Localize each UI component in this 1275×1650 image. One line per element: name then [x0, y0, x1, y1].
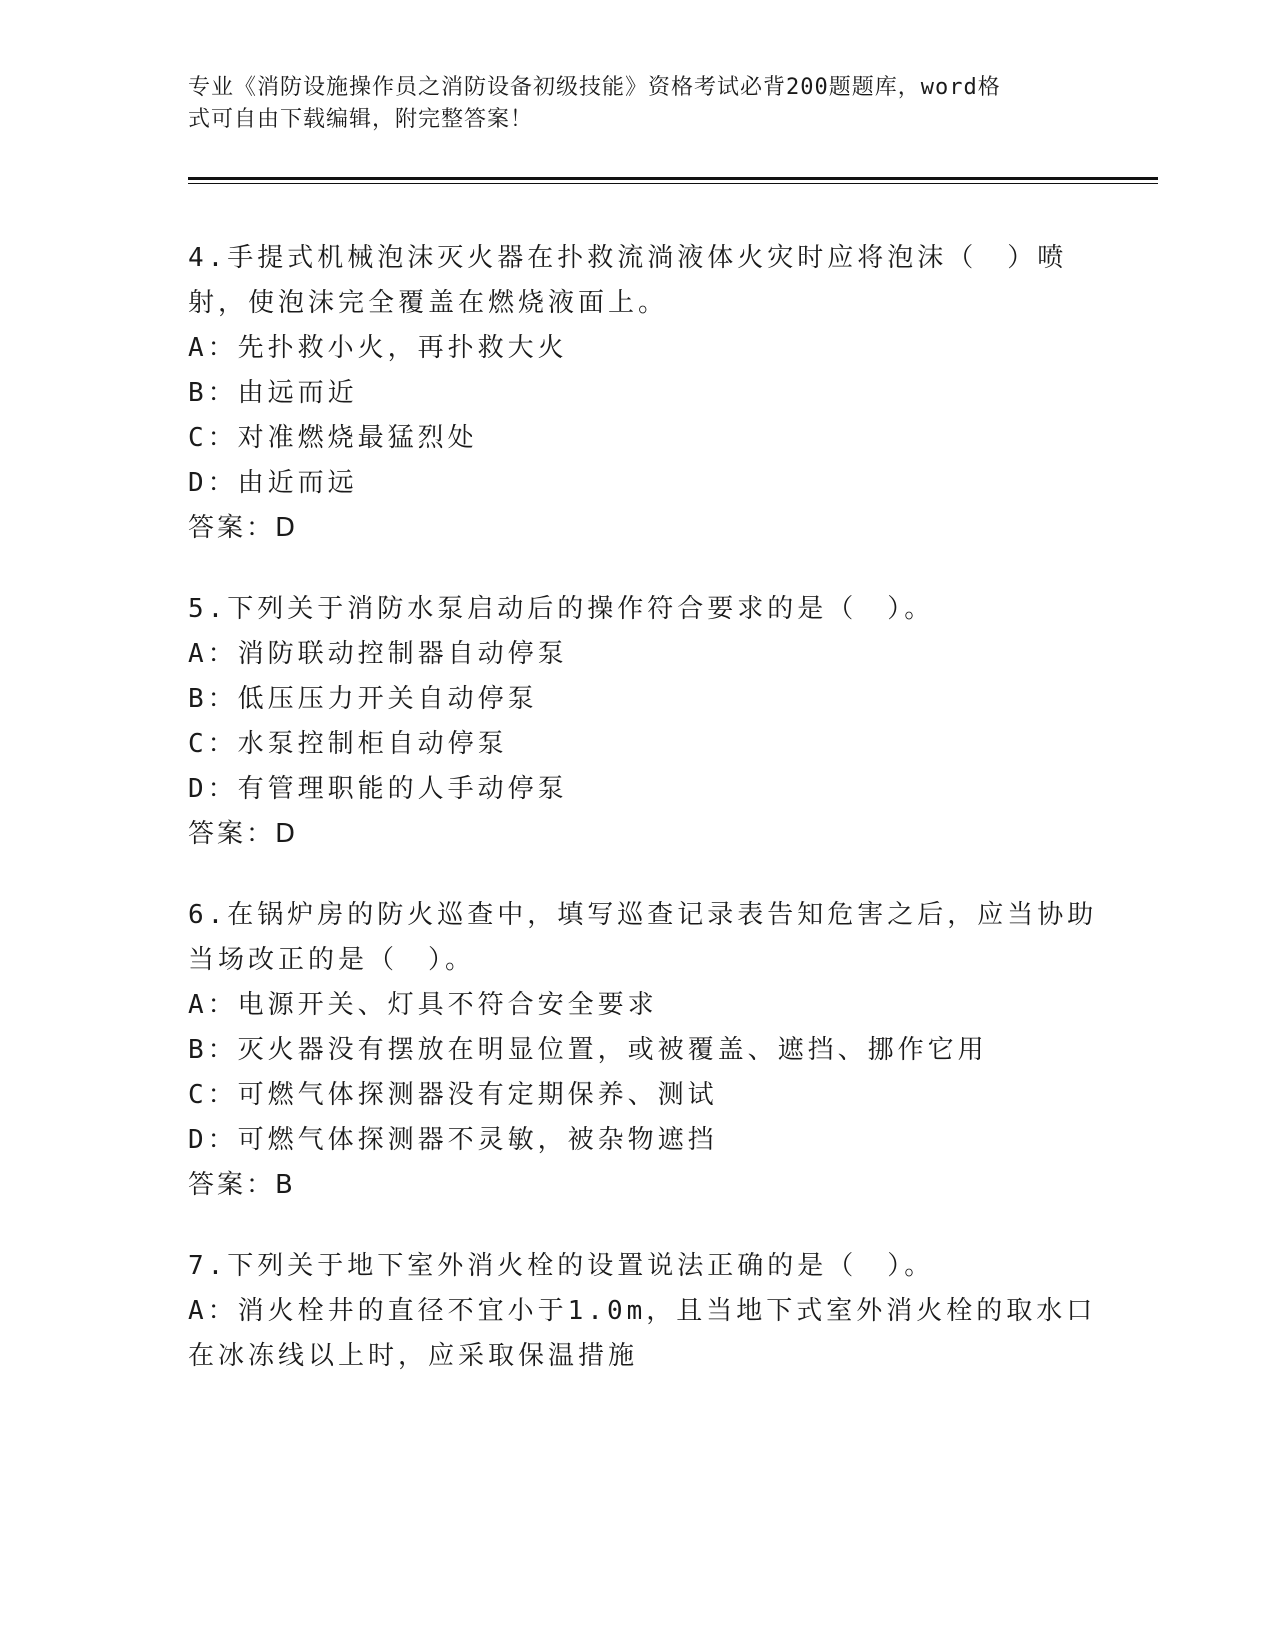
- option-c: C：水泵控制柜自动停泵: [188, 729, 508, 759]
- option-a: A：先扑救小火，再扑救大火: [188, 333, 568, 363]
- option-b: B：低压压力开关自动停泵: [188, 684, 538, 714]
- option-d: D：有管理职能的人手动停泵: [188, 774, 568, 804]
- answer-label: 答案：D: [188, 513, 299, 543]
- option-d: D：由近而远: [188, 468, 358, 498]
- question-7: [188, 1244, 1108, 1379]
- header-title-line-1: 专业《消防设施操作员之消防设备初级技能》资格考试必背200题题库，word格: [188, 75, 1001, 100]
- answer-label: 答案：D: [188, 819, 299, 849]
- document-header: [188, 72, 1088, 136]
- question-6: [188, 893, 1108, 1208]
- question-stem: 5.下列关于消防水泵启动后的操作符合要求的是（ ）。: [188, 594, 935, 624]
- option-b: B：由远而近: [188, 378, 358, 408]
- question-4: [188, 236, 1108, 551]
- header-divider-thin: [188, 183, 1158, 184]
- question-5: [188, 587, 1108, 857]
- option-a: A：电源开关、灯具不符合安全要求: [188, 990, 658, 1020]
- option-a: A：消火栓井的直径不宜小于1.0m，且当地下式室外消火栓的取水口在冰冻线以上时，应采取保温措施: [188, 1296, 1097, 1371]
- option-c: C：对准燃烧最猛烈处: [188, 423, 478, 453]
- option-a: A：消防联动控制器自动停泵: [188, 639, 568, 669]
- question-stem: 7.下列关于地下室外消火栓的设置说法正确的是（ ）。: [188, 1251, 935, 1281]
- option-b: B：灭火器没有摆放在明显位置，或被覆盖、遮挡、挪作它用: [188, 1035, 988, 1065]
- question-list: [188, 236, 1108, 1415]
- question-stem: 4.手提式机械泡沫灭火器在扑救流淌液体火灾时应将泡沫（ ）喷射，使泡沫完全覆盖在燃烧液面上。: [188, 243, 1068, 318]
- header-divider-thick: [188, 177, 1158, 180]
- option-d: D：可燃气体探测器不灵敏，被杂物遮挡: [188, 1125, 718, 1155]
- answer-label: 答案：B: [188, 1170, 296, 1200]
- question-stem: 6.在锅炉房的防火巡查中，填写巡查记录表告知危害之后，应当协助当场改正的是（ ）。: [188, 900, 1098, 975]
- option-c: C：可燃气体探测器没有定期保养、测试: [188, 1080, 718, 1110]
- header-title-line-2: 式可自由下载编辑，附完整答案！: [188, 107, 534, 132]
